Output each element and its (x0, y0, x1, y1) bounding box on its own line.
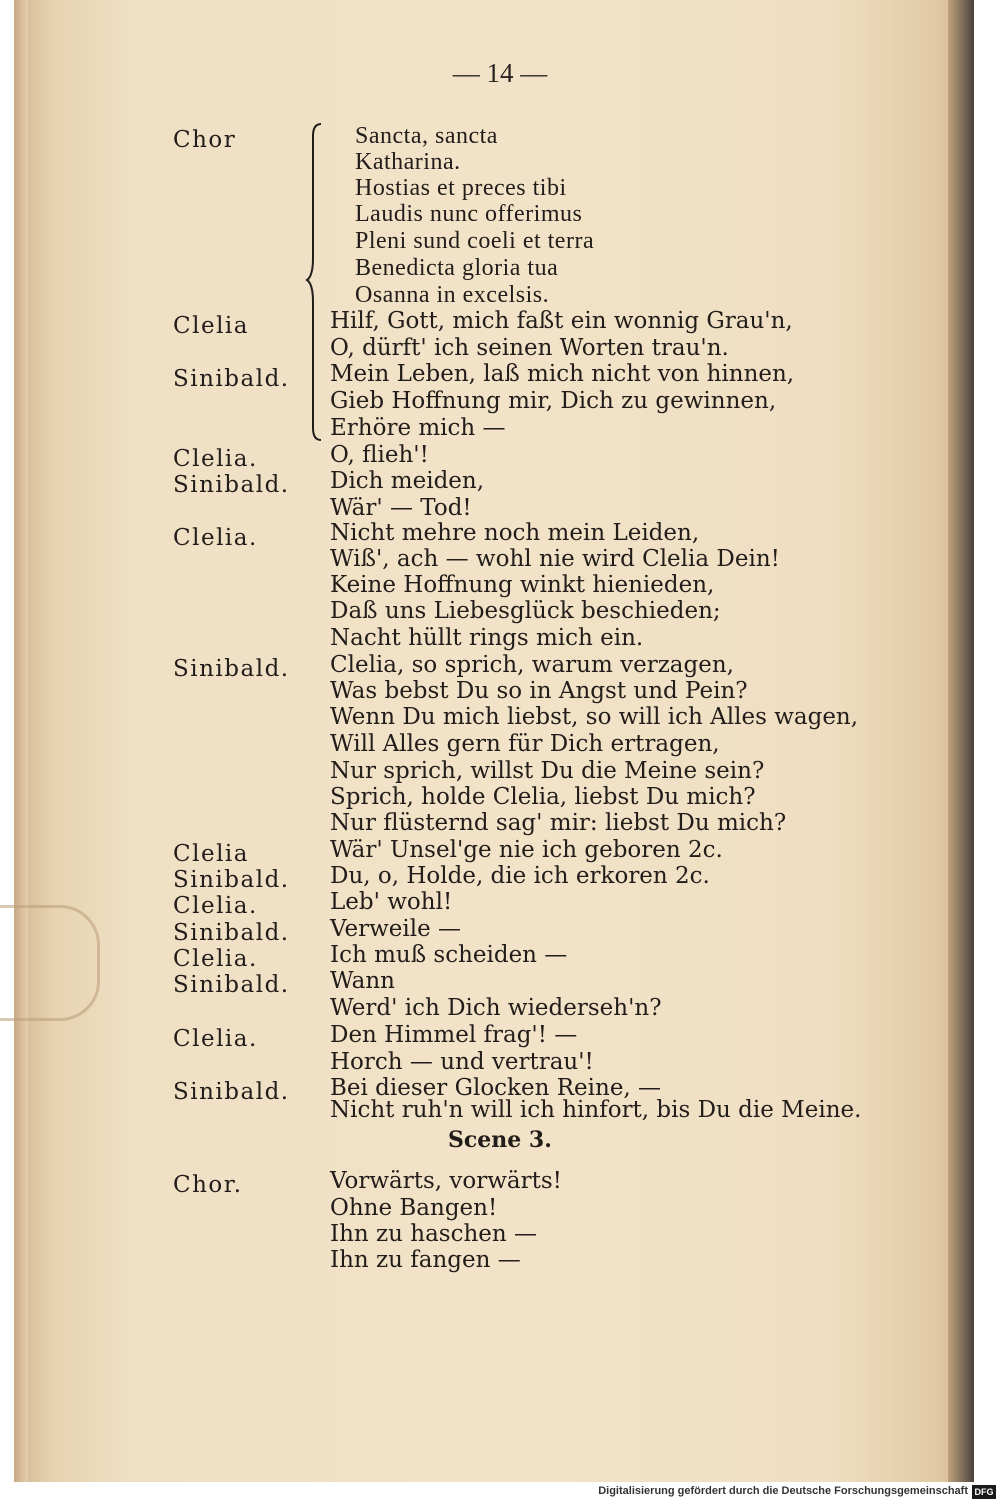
verse-line: Verweile — (330, 916, 462, 942)
verse-line: O, flieh'! (330, 442, 429, 468)
latin-line: Benedicta gloria tua (355, 255, 559, 281)
verse-line: Gieb Hoffnung mir, Dich zu gewinnen, (330, 388, 777, 414)
speaker-name: Clelia. (173, 1026, 258, 1052)
verse-line: Clelia, so sprich, warum verzagen, (330, 652, 734, 678)
latin-line: Hostias et preces tibi (355, 175, 567, 201)
speaker-name: Sinibald. (173, 920, 290, 946)
verse-line: Den Himmel frag'! — (330, 1022, 578, 1048)
verse-line: Vorwärts, vorwärts! (330, 1168, 562, 1194)
speaker-name: Clelia (173, 841, 249, 867)
verse-line: Wenn Du mich liebst, so will ich Alles wagen, (330, 704, 859, 730)
verse-line: Ihn zu haschen — (330, 1221, 538, 1247)
verse-line: Leb' wohl! (330, 889, 453, 915)
dfg-logo-icon: DFG (972, 1485, 996, 1499)
folded-tab (0, 905, 100, 1021)
speaker-name: Clelia (173, 313, 249, 339)
verse-line: Nicht ruh'n will ich hinfort, bis Du die Meine. (330, 1097, 862, 1123)
verse-line: Bei dieser Glocken Reine, — (330, 1075, 662, 1101)
verse-line: Wär' Unsel'ge nie ich geboren 2c. (330, 837, 723, 863)
speaker-name: Sinibald. (173, 472, 290, 498)
verse-line: Ich muß scheiden — (330, 942, 568, 968)
verse-line: Daß uns Liebesglück beschieden; (330, 598, 721, 624)
speaker-name: Clelia. (173, 446, 258, 472)
speaker-name: Clelia. (173, 893, 258, 919)
page-left-edge (14, 0, 28, 1482)
verse-line: Wann (330, 968, 395, 994)
speaker-name: Chor (173, 127, 237, 153)
speaker-name: Clelia. (173, 525, 258, 551)
verse-line: O, dürft' ich seinen Worten trau'n. (330, 335, 729, 361)
verse-line: Wiß', ach — wohl nie wird Clelia Dein! (330, 546, 780, 572)
latin-line: Osanna in excelsis. (355, 282, 550, 308)
verse-line: Du, o, Holde, die ich erkoren 2c. (330, 863, 710, 889)
verse-line: Dich meiden, (330, 468, 485, 494)
latin-line: Pleni sund coeli et terra (355, 228, 595, 254)
speaker-name: Chor. (173, 1172, 243, 1198)
verse-line: Werd' ich Dich wiederseh'n? (330, 995, 662, 1021)
verse-line: Horch — und vertrau'! (330, 1049, 594, 1075)
verse-line: Nicht mehre noch mein Leiden, (330, 520, 700, 546)
speaker-name: Sinibald. (173, 1079, 290, 1105)
verse-line: Mein Leben, laß mich nicht von hinnen, (330, 361, 795, 387)
page-number: — 14 — (452, 58, 548, 88)
scene-heading: Scene 3. (448, 1127, 552, 1153)
verse-line: Wär' — Tod! (330, 495, 472, 521)
speaker-name: Sinibald. (173, 366, 290, 392)
footer-bar (0, 1482, 1000, 1503)
verse-line: Nur sprich, willst Du die Meine sein? (330, 758, 765, 784)
verse-line: Will Alles gern für Dich ertragen, (330, 731, 720, 757)
page-right-edge (948, 0, 974, 1482)
verse-line: Nacht hüllt rings mich ein. (330, 625, 644, 651)
speaker-name: Sinibald. (173, 867, 290, 893)
verse-line: Ihn zu fangen — (330, 1247, 521, 1273)
brace-bracket (305, 122, 325, 442)
verse-line: Keine Hoffnung winkt hienieden, (330, 572, 715, 598)
speaker-name: Clelia. (173, 946, 258, 972)
verse-line: Sprich, holde Clelia, liebst Du mich? (330, 784, 756, 810)
footer-credit: Digitalisierung gefördert durch die Deutsche Forschungsgemeinschaft (598, 1485, 968, 1497)
verse-line: Nur flüsternd sag' mir: liebst Du mich? (330, 810, 787, 836)
verse-line: Was bebst Du so in Angst und Pein? (330, 678, 748, 704)
verse-line: Ohne Bangen! (330, 1195, 498, 1221)
verse-line: Hilf, Gott, mich faßt ein wonnig Grau'n, (330, 308, 793, 334)
verse-line: Erhöre mich — (330, 415, 506, 441)
latin-line: Katharina. (355, 149, 461, 175)
speaker-name: Sinibald. (173, 972, 290, 998)
latin-line: Laudis nunc offerimus (355, 201, 583, 227)
latin-line: Sancta, sancta (355, 123, 498, 149)
speaker-name: Sinibald. (173, 656, 290, 682)
